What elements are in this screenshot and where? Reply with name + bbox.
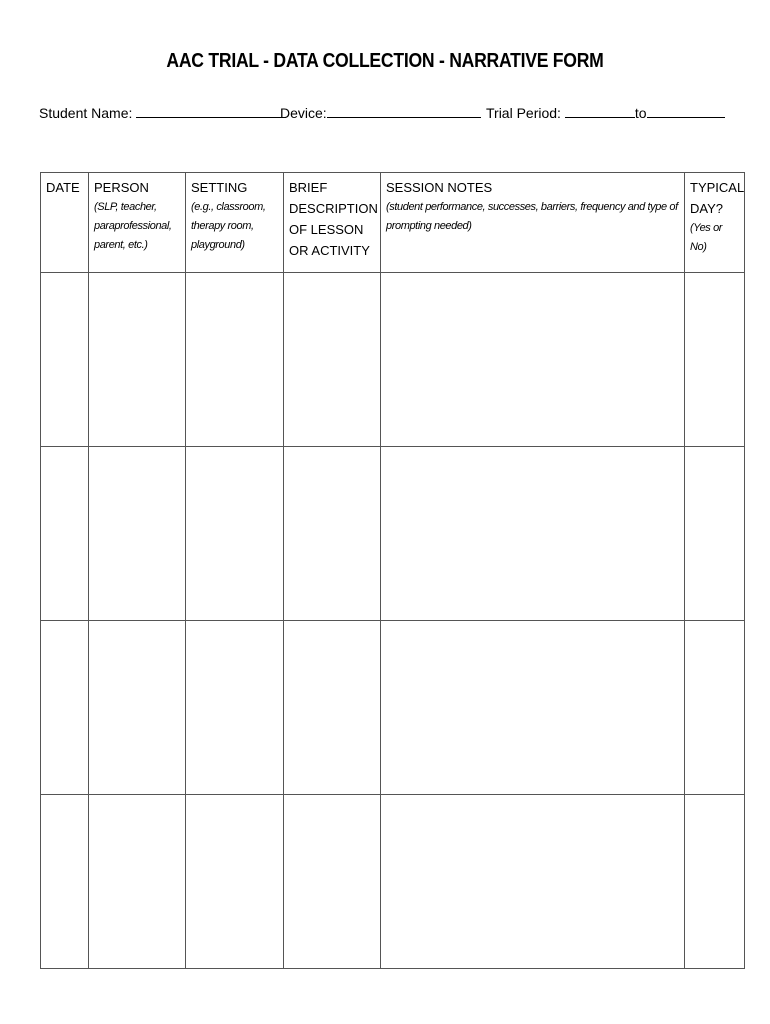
session-notes-cell[interactable]	[381, 273, 685, 447]
setting-cell[interactable]	[186, 447, 284, 621]
typical-day-cell[interactable]	[685, 273, 745, 447]
device-label: Device:	[280, 105, 327, 121]
table-row	[41, 273, 745, 447]
session-notes-cell[interactable]	[381, 795, 685, 969]
description-cell[interactable]	[284, 621, 381, 795]
narrative-table	[40, 172, 745, 969]
table-row	[41, 447, 745, 621]
description-cell[interactable]	[284, 273, 381, 447]
column-title: SESSION NOTES	[386, 180, 493, 195]
setting-cell[interactable]	[186, 273, 284, 447]
date-cell[interactable]	[41, 795, 89, 969]
column-title: BRIEF DESCRIPTION OF LESSON OR ACTIVITY	[289, 180, 378, 258]
trial-period-end-blank[interactable]	[647, 103, 725, 118]
person-cell[interactable]	[89, 795, 186, 969]
student-name-field[interactable]	[39, 103, 286, 121]
description-cell[interactable]	[284, 795, 381, 969]
table-row	[41, 621, 745, 795]
column-note: (Yes or No)	[690, 222, 723, 253]
student-name-label: Student Name:	[39, 105, 133, 121]
trial-period-label: Trial Period:	[486, 105, 561, 121]
typical-day-cell[interactable]	[685, 621, 745, 795]
column-header-date	[41, 173, 89, 273]
column-header-person	[89, 173, 186, 273]
table-header-row	[41, 173, 745, 273]
column-note: (e.g., classroom, therapy room, playground)	[191, 201, 266, 251]
student-name-blank[interactable]	[136, 103, 286, 118]
session-notes-cell[interactable]	[381, 447, 685, 621]
session-notes-cell[interactable]	[381, 621, 685, 795]
date-cell[interactable]	[41, 273, 89, 447]
device-field[interactable]	[280, 103, 481, 121]
column-header-description	[284, 173, 381, 273]
column-title: TYPICAL DAY?	[690, 180, 744, 216]
person-cell[interactable]	[89, 273, 186, 447]
column-header-session-notes	[381, 173, 685, 273]
description-cell[interactable]	[284, 447, 381, 621]
person-cell[interactable]	[89, 621, 186, 795]
column-title: PERSON	[94, 180, 149, 195]
person-cell[interactable]	[89, 447, 186, 621]
table-row	[41, 795, 745, 969]
trial-period-field[interactable]	[486, 103, 725, 121]
trial-period-to-label: to	[634, 105, 647, 121]
device-blank[interactable]	[327, 103, 481, 118]
column-note: (SLP, teacher, paraprofessional, parent, etc.)	[94, 201, 172, 251]
column-header-typical-day	[685, 173, 745, 273]
trial-period-start-blank[interactable]	[565, 103, 635, 118]
setting-cell[interactable]	[186, 621, 284, 795]
setting-cell[interactable]	[186, 795, 284, 969]
typical-day-cell[interactable]	[685, 795, 745, 969]
column-note: (student performance, successes, barriers, frequency and type of prompting needed)	[386, 201, 678, 232]
column-header-setting	[186, 173, 284, 273]
date-cell[interactable]	[41, 621, 89, 795]
typical-day-cell[interactable]	[685, 447, 745, 621]
column-title: SETTING	[191, 180, 248, 195]
date-cell[interactable]	[41, 447, 89, 621]
form-title: AAC TRIAL - DATA COLLECTION - NARRATIVE FORM	[166, 50, 604, 72]
column-title: DATE	[46, 180, 80, 195]
